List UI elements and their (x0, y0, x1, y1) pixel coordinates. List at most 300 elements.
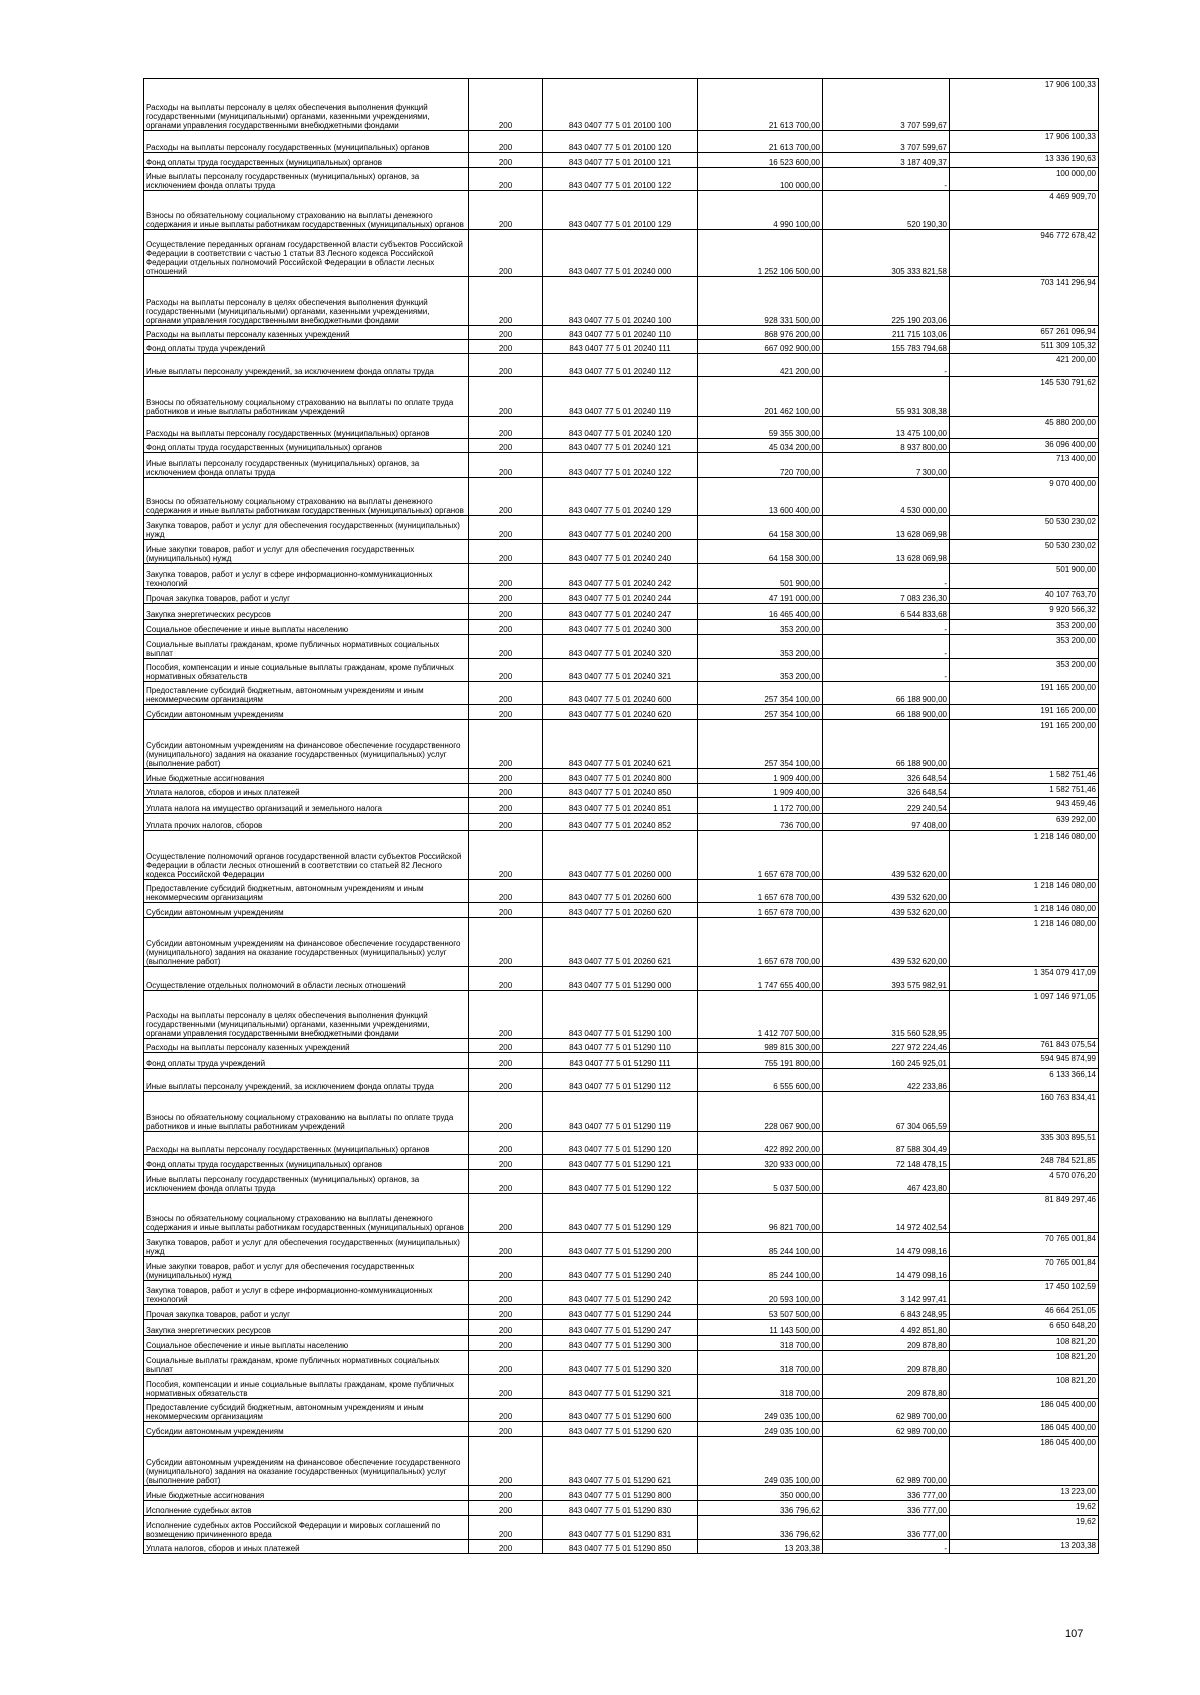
row-executed: 66 188 900,00 (823, 682, 950, 705)
row-remainder: 594 945 874,99 (950, 1053, 1099, 1069)
table-row (144, 831, 1099, 880)
row-approved: 320 933 000,00 (698, 1155, 823, 1170)
row-name: Расходы на выплаты персоналу государственных (муниципальных) органов (144, 1132, 469, 1155)
table-row (144, 1257, 1099, 1281)
row-remainder: 50 530 230,02 (950, 516, 1099, 540)
row-approved: 100 000,00 (698, 168, 823, 191)
row-code: 200 (469, 1516, 543, 1540)
row-executed: 305 333 821,58 (823, 230, 950, 277)
table-row (144, 1233, 1099, 1257)
row-kbk: 843 0407 77 5 01 20100 100 (543, 79, 698, 131)
row-remainder: 9 920 566,32 (950, 604, 1099, 620)
row-name: Прочая закупка товаров, работ и услуг (144, 589, 469, 604)
table-row (144, 918, 1099, 967)
table-row (144, 1336, 1099, 1351)
row-approved: 64 158 300,00 (698, 516, 823, 540)
table-row (144, 230, 1099, 277)
row-code: 200 (469, 1155, 543, 1170)
row-code: 200 (469, 635, 543, 659)
row-remainder: 6 650 648,20 (950, 1320, 1099, 1336)
row-kbk: 843 0407 77 5 01 51290 320 (543, 1351, 698, 1375)
row-name: Расходы на выплаты персоналу государственных (муниципальных) органов (144, 417, 469, 439)
row-code: 200 (469, 918, 543, 967)
table-row (144, 659, 1099, 682)
row-approved: 53 507 500,00 (698, 1305, 823, 1320)
row-executed: 8 937 800,00 (823, 439, 950, 453)
table-row (144, 1092, 1099, 1132)
row-remainder: 191 165 200,00 (950, 682, 1099, 705)
row-executed: - (823, 635, 950, 659)
row-approved: 353 200,00 (698, 659, 823, 682)
row-kbk: 843 0407 77 5 01 20240 110 (543, 326, 698, 340)
row-code: 200 (469, 453, 543, 478)
row-code: 200 (469, 620, 543, 635)
row-executed: 467 423,80 (823, 1170, 950, 1194)
row-kbk: 843 0407 77 5 01 51290 800 (543, 1486, 698, 1501)
row-executed: 225 190 203,06 (823, 277, 950, 326)
table-row (144, 1132, 1099, 1155)
row-name: Предоставление субсидий бюджетным, автономным учреждениям и иным некоммерческим организациям (144, 1399, 469, 1422)
row-approved: 6 555 600,00 (698, 1069, 823, 1092)
row-code: 200 (469, 79, 543, 131)
row-approved: 1 657 678 700,00 (698, 903, 823, 918)
row-name: Иные бюджетные ассигнования (144, 1486, 469, 1501)
row-remainder: 70 765 001,84 (950, 1257, 1099, 1281)
table-row (144, 564, 1099, 589)
table-row (144, 635, 1099, 659)
row-code: 200 (469, 1039, 543, 1053)
row-kbk: 843 0407 77 5 01 20240 620 (543, 705, 698, 720)
row-kbk: 843 0407 77 5 01 51290 112 (543, 1069, 698, 1092)
row-approved: 5 037 500,00 (698, 1170, 823, 1194)
row-approved: 85 244 100,00 (698, 1233, 823, 1257)
row-remainder: 70 765 001,84 (950, 1233, 1099, 1257)
row-name: Расходы на выплаты персоналу казенных учреждений (144, 1039, 469, 1053)
row-code: 200 (469, 1092, 543, 1132)
table-row (144, 798, 1099, 814)
row-remainder: 4 469 909,70 (950, 191, 1099, 230)
row-executed: 4 492 851,80 (823, 1320, 950, 1336)
row-kbk: 843 0407 77 5 01 51290 850 (543, 1540, 698, 1554)
row-approved: 353 200,00 (698, 635, 823, 659)
row-name: Иные выплаты персоналу учреждений, за исключением фонда оплаты труда (144, 1069, 469, 1092)
table-row (144, 1399, 1099, 1422)
row-approved: 336 796,62 (698, 1516, 823, 1540)
row-remainder: 108 821,20 (950, 1351, 1099, 1375)
row-executed: 14 479 098,16 (823, 1233, 950, 1257)
row-executed: 6 544 833,68 (823, 604, 950, 620)
row-kbk: 843 0407 77 5 01 51290 831 (543, 1516, 698, 1540)
table-row (144, 1194, 1099, 1233)
row-name: Взносы по обязательному социальному страхованию на выплаты денежного содержания и иные выплаты работникам государственных (муниципальных) органов (144, 478, 469, 516)
row-approved: 4 990 100,00 (698, 191, 823, 230)
row-remainder: 421 200,00 (950, 354, 1099, 377)
row-approved: 16 523 600,00 (698, 153, 823, 168)
table-row (144, 153, 1099, 168)
row-kbk: 843 0407 77 5 01 20240 122 (543, 453, 698, 478)
row-approved: 1 172 700,00 (698, 798, 823, 814)
row-code: 200 (469, 682, 543, 705)
table-row (144, 1170, 1099, 1194)
row-name: Субсидии автономным учреждениям (144, 903, 469, 918)
row-executed: - (823, 168, 950, 191)
row-executed: 3 707 599,67 (823, 79, 950, 131)
row-approved: 736 700,00 (698, 814, 823, 831)
row-approved: 257 354 100,00 (698, 720, 823, 769)
row-code: 200 (469, 340, 543, 354)
row-kbk: 843 0407 77 5 01 51290 110 (543, 1039, 698, 1053)
row-code: 200 (469, 589, 543, 604)
table-row (144, 478, 1099, 516)
row-executed: 229 240,54 (823, 798, 950, 814)
row-code: 200 (469, 168, 543, 191)
row-approved: 47 191 000,00 (698, 589, 823, 604)
row-executed: 4 530 000,00 (823, 478, 950, 516)
row-approved: 13 600 400,00 (698, 478, 823, 516)
budget-table (143, 78, 1099, 1554)
row-executed: 439 532 620,00 (823, 880, 950, 903)
row-kbk: 843 0407 77 5 01 20240 851 (543, 798, 698, 814)
table-row (144, 1155, 1099, 1170)
row-executed: - (823, 1540, 950, 1554)
table-row (144, 1501, 1099, 1516)
row-kbk: 843 0407 77 5 01 51290 600 (543, 1399, 698, 1422)
row-remainder: 45 880 200,00 (950, 417, 1099, 439)
row-name: Иные выплаты персоналу государственных (муниципальных) органов, за исключением фонда оплаты труда (144, 1170, 469, 1194)
row-executed: 6 843 248,95 (823, 1305, 950, 1320)
row-code: 200 (469, 903, 543, 918)
row-executed: - (823, 354, 950, 377)
table-row (144, 1486, 1099, 1501)
row-code: 200 (469, 377, 543, 417)
row-approved: 16 465 400,00 (698, 604, 823, 620)
row-name: Предоставление субсидий бюджетным, автономным учреждениям и иным некоммерческим организациям (144, 880, 469, 903)
row-approved: 59 355 300,00 (698, 417, 823, 439)
row-remainder: 713 400,00 (950, 453, 1099, 478)
row-kbk: 843 0407 77 5 01 20240 247 (543, 604, 698, 620)
row-remainder: 1 097 146 971,05 (950, 991, 1099, 1039)
row-name: Фонд оплаты труда учреждений (144, 1053, 469, 1069)
row-remainder: 353 200,00 (950, 620, 1099, 635)
row-kbk: 843 0407 77 5 01 20240 111 (543, 340, 698, 354)
table-row (144, 1039, 1099, 1053)
row-executed: 336 777,00 (823, 1486, 950, 1501)
table-row (144, 589, 1099, 604)
row-name: Осуществление переданных органам государственной власти субъектов Российской Федерации в соответствии с частью 1 статьи 83 Лесного кодекса Российской Федерации отдельных полномочий Российской Федерации в области лесных отношений (144, 230, 469, 277)
row-kbk: 843 0407 77 5 01 20240 600 (543, 682, 698, 705)
row-executed: - (823, 620, 950, 635)
row-code: 200 (469, 1281, 543, 1305)
row-approved: 353 200,00 (698, 620, 823, 635)
row-code: 200 (469, 659, 543, 682)
table-row (144, 540, 1099, 564)
row-remainder: 13 203,38 (950, 1540, 1099, 1554)
row-executed: 439 532 620,00 (823, 831, 950, 880)
row-approved: 755 191 800,00 (698, 1053, 823, 1069)
row-code: 200 (469, 1540, 543, 1554)
row-code: 200 (469, 880, 543, 903)
table-row (144, 1320, 1099, 1336)
row-approved: 1 909 400,00 (698, 769, 823, 784)
row-name: Социальные выплаты гражданам, кроме публичных нормативных социальных выплат (144, 1351, 469, 1375)
row-remainder: 353 200,00 (950, 659, 1099, 682)
row-approved: 1 412 707 500,00 (698, 991, 823, 1039)
row-name: Закупка энергетических ресурсов (144, 1320, 469, 1336)
row-code: 200 (469, 478, 543, 516)
row-approved: 720 700,00 (698, 453, 823, 478)
table-row (144, 604, 1099, 620)
row-kbk: 843 0407 77 5 01 20240 112 (543, 354, 698, 377)
budget-table-body (144, 79, 1099, 1554)
row-executed: 393 575 982,91 (823, 967, 950, 991)
row-name: Исполнение судебных актов Российской Федерации и мировых соглашений по возмещению причиненного вреда (144, 1516, 469, 1540)
row-approved: 318 700,00 (698, 1351, 823, 1375)
row-remainder: 191 165 200,00 (950, 705, 1099, 720)
table-row (144, 1351, 1099, 1375)
row-name: Закупка товаров, работ и услуг для обеспечения государственных (муниципальных) нужд (144, 516, 469, 540)
row-remainder: 1 582 751,46 (950, 769, 1099, 784)
table-row (144, 417, 1099, 439)
table-row (144, 720, 1099, 769)
row-name: Закупка товаров, работ и услуг для обеспечения государственных (муниципальных) нужд (144, 1233, 469, 1257)
row-code: 200 (469, 326, 543, 340)
row-kbk: 843 0407 77 5 01 51290 620 (543, 1422, 698, 1437)
row-code: 200 (469, 1501, 543, 1516)
row-code: 200 (469, 720, 543, 769)
row-code: 200 (469, 131, 543, 153)
row-code: 200 (469, 1399, 543, 1422)
row-name: Осуществление отдельных полномочий в области лесных отношений (144, 967, 469, 991)
row-remainder: 353 200,00 (950, 635, 1099, 659)
row-remainder: 1 582 751,46 (950, 784, 1099, 798)
row-code: 200 (469, 1422, 543, 1437)
table-row (144, 769, 1099, 784)
page-number: 107 (1065, 1628, 1084, 1640)
table-row (144, 1516, 1099, 1540)
row-code: 200 (469, 1305, 543, 1320)
row-code: 200 (469, 191, 543, 230)
row-approved: 21 613 700,00 (698, 131, 823, 153)
row-executed: 439 532 620,00 (823, 903, 950, 918)
row-name: Предоставление субсидий бюджетным, автономным учреждениям и иным некоммерческим организациям (144, 682, 469, 705)
row-code: 200 (469, 1194, 543, 1233)
row-approved: 85 244 100,00 (698, 1257, 823, 1281)
table-row (144, 340, 1099, 354)
row-approved: 11 143 500,00 (698, 1320, 823, 1336)
row-code: 200 (469, 540, 543, 564)
row-executed: 209 878,80 (823, 1351, 950, 1375)
row-kbk: 843 0407 77 5 01 51290 240 (543, 1257, 698, 1281)
table-row (144, 354, 1099, 377)
row-name: Социальные выплаты гражданам, кроме публичных нормативных социальных выплат (144, 635, 469, 659)
row-remainder: 50 530 230,02 (950, 540, 1099, 564)
table-row (144, 326, 1099, 340)
row-name: Иные закупки товаров, работ и услуг для обеспечения государственных (муниципальных) нужд (144, 1257, 469, 1281)
row-kbk: 843 0407 77 5 01 20100 121 (543, 153, 698, 168)
row-name: Фонд оплаты труда государственных (муниципальных) органов (144, 1155, 469, 1170)
row-approved: 45 034 200,00 (698, 439, 823, 453)
row-code: 200 (469, 1233, 543, 1257)
table-row (144, 705, 1099, 720)
row-executed: 62 989 700,00 (823, 1437, 950, 1486)
table-row (144, 903, 1099, 918)
row-kbk: 843 0407 77 5 01 51290 200 (543, 1233, 698, 1257)
row-remainder: 40 107 763,70 (950, 589, 1099, 604)
row-remainder: 100 000,00 (950, 168, 1099, 191)
row-code: 200 (469, 604, 543, 620)
row-executed: 155 783 794,68 (823, 340, 950, 354)
row-name: Расходы на выплаты персоналу в целях обеспечения выполнения функций государственными (муниципальными) органами, казенными учреждениями, органами управления государственными внебюджетными фондами (144, 991, 469, 1039)
row-name: Фонд оплаты труда учреждений (144, 340, 469, 354)
row-executed: 520 190,30 (823, 191, 950, 230)
row-name: Иные выплаты персоналу государственных (муниципальных) органов, за исключением фонда оплаты труда (144, 168, 469, 191)
row-code: 200 (469, 784, 543, 798)
row-remainder: 13 336 190,63 (950, 153, 1099, 168)
row-remainder: 657 261 096,94 (950, 326, 1099, 340)
row-approved: 1 252 106 500,00 (698, 230, 823, 277)
row-executed: 14 479 098,16 (823, 1257, 950, 1281)
row-name: Взносы по обязательному социальному страхованию на выплаты по оплате труда работников и иные выплаты работникам учреждений (144, 377, 469, 417)
row-name: Уплата налога на имущество организаций и земельного налога (144, 798, 469, 814)
row-executed: 209 878,80 (823, 1336, 950, 1351)
row-remainder: 4 570 076,20 (950, 1170, 1099, 1194)
row-name: Уплата прочих налогов, сборов (144, 814, 469, 831)
row-code: 200 (469, 354, 543, 377)
row-executed: 227 972 224,46 (823, 1039, 950, 1053)
row-remainder: 186 045 400,00 (950, 1399, 1099, 1422)
row-remainder: 108 821,20 (950, 1375, 1099, 1399)
table-row (144, 1069, 1099, 1092)
row-remainder: 81 849 297,46 (950, 1194, 1099, 1233)
table-row (144, 967, 1099, 991)
row-approved: 928 331 500,00 (698, 277, 823, 326)
row-remainder: 46 664 251,05 (950, 1305, 1099, 1320)
row-kbk: 843 0407 77 5 01 20240 244 (543, 589, 698, 604)
row-code: 200 (469, 1320, 543, 1336)
table-row (144, 1281, 1099, 1305)
row-kbk: 843 0407 77 5 01 20260 620 (543, 903, 698, 918)
row-executed: 66 188 900,00 (823, 705, 950, 720)
row-kbk: 843 0407 77 5 01 20100 120 (543, 131, 698, 153)
row-approved: 96 821 700,00 (698, 1194, 823, 1233)
row-remainder: 1 218 146 080,00 (950, 903, 1099, 918)
row-kbk: 843 0407 77 5 01 20260 600 (543, 880, 698, 903)
row-kbk: 843 0407 77 5 01 51290 121 (543, 1155, 698, 1170)
row-remainder: 248 784 521,85 (950, 1155, 1099, 1170)
row-approved: 13 203,38 (698, 1540, 823, 1554)
row-kbk: 843 0407 77 5 01 20240 321 (543, 659, 698, 682)
row-kbk: 843 0407 77 5 01 51290 122 (543, 1170, 698, 1194)
row-kbk: 843 0407 77 5 01 20260 621 (543, 918, 698, 967)
row-approved: 422 892 200,00 (698, 1132, 823, 1155)
row-name: Расходы на выплаты персоналу государственных (муниципальных) органов (144, 131, 469, 153)
row-executed: - (823, 564, 950, 589)
row-code: 200 (469, 798, 543, 814)
row-remainder: 761 843 075,54 (950, 1039, 1099, 1053)
row-approved: 249 035 100,00 (698, 1399, 823, 1422)
row-executed: 336 777,00 (823, 1516, 950, 1540)
row-name: Фонд оплаты труда государственных (муниципальных) органов (144, 153, 469, 168)
row-remainder: 191 165 200,00 (950, 720, 1099, 769)
row-kbk: 843 0407 77 5 01 20240 242 (543, 564, 698, 589)
row-code: 200 (469, 153, 543, 168)
row-kbk: 843 0407 77 5 01 51290 120 (543, 1132, 698, 1155)
row-kbk: 843 0407 77 5 01 51290 247 (543, 1320, 698, 1336)
row-code: 200 (469, 1486, 543, 1501)
table-row (144, 516, 1099, 540)
row-code: 200 (469, 831, 543, 880)
table-row (144, 880, 1099, 903)
row-code: 200 (469, 417, 543, 439)
row-remainder: 9 070 400,00 (950, 478, 1099, 516)
row-remainder: 13 223,00 (950, 1486, 1099, 1501)
row-approved: 1 657 678 700,00 (698, 918, 823, 967)
row-kbk: 843 0407 77 5 01 20100 129 (543, 191, 698, 230)
row-code: 200 (469, 564, 543, 589)
row-name: Взносы по обязательному социальному страхованию на выплаты денежного содержания и иные выплаты работникам государственных (муниципальных) органов (144, 191, 469, 230)
row-executed: 160 245 925,01 (823, 1053, 950, 1069)
row-name: Иные закупки товаров, работ и услуг для обеспечения государственных (муниципальных) нужд (144, 540, 469, 564)
row-remainder: 1 218 146 080,00 (950, 880, 1099, 903)
row-name: Закупка товаров, работ и услуг в сфере информационно-коммуникационных технологий (144, 1281, 469, 1305)
row-code: 200 (469, 439, 543, 453)
row-remainder: 17 906 100,33 (950, 79, 1099, 131)
row-approved: 318 700,00 (698, 1375, 823, 1399)
row-approved: 1 657 678 700,00 (698, 880, 823, 903)
row-remainder: 703 141 296,94 (950, 277, 1099, 326)
row-name: Взносы по обязательному социальному страхованию на выплаты по оплате труда работников и иные выплаты работникам учреждений (144, 1092, 469, 1132)
row-executed: 336 777,00 (823, 1501, 950, 1516)
row-name: Субсидии автономным учреждениям (144, 705, 469, 720)
table-row (144, 131, 1099, 153)
row-name: Закупка товаров, работ и услуг в сфере информационно-коммуникационных технологий (144, 564, 469, 589)
row-code: 200 (469, 967, 543, 991)
row-approved: 1 747 655 400,00 (698, 967, 823, 991)
row-name: Иные бюджетные ассигнования (144, 769, 469, 784)
table-row (144, 682, 1099, 705)
row-executed: 87 588 304,49 (823, 1132, 950, 1155)
row-name: Субсидии автономным учреждениям на финансовое обеспечение государственного (муниципального) задания на оказание государственных (муниципальных) услуг (выполнение работ) (144, 918, 469, 967)
row-approved: 1 657 678 700,00 (698, 831, 823, 880)
row-remainder: 36 096 400,00 (950, 439, 1099, 453)
row-executed: 326 648,54 (823, 769, 950, 784)
row-kbk: 843 0407 77 5 01 51290 830 (543, 1501, 698, 1516)
row-remainder: 6 133 366,14 (950, 1069, 1099, 1092)
row-approved: 201 462 100,00 (698, 377, 823, 417)
row-name: Взносы по обязательному социальному страхованию на выплаты денежного содержания и иные выплаты работникам государственных (муниципальных) органов (144, 1194, 469, 1233)
row-kbk: 843 0407 77 5 01 51290 100 (543, 991, 698, 1039)
row-executed: 66 188 900,00 (823, 720, 950, 769)
row-executed: 209 878,80 (823, 1375, 950, 1399)
row-approved: 64 158 300,00 (698, 540, 823, 564)
row-kbk: 843 0407 77 5 01 20240 100 (543, 277, 698, 326)
row-remainder: 511 309 105,32 (950, 340, 1099, 354)
row-code: 200 (469, 1053, 543, 1069)
table-row (144, 1375, 1099, 1399)
table-row (144, 814, 1099, 831)
row-executed: 326 648,54 (823, 784, 950, 798)
row-executed: 14 972 402,54 (823, 1194, 950, 1233)
row-approved: 1 909 400,00 (698, 784, 823, 798)
row-code: 200 (469, 991, 543, 1039)
table-row (144, 1305, 1099, 1320)
row-code: 200 (469, 1132, 543, 1155)
table-row (144, 453, 1099, 478)
row-name: Социальное обеспечение и иные выплаты населению (144, 1336, 469, 1351)
row-name: Фонд оплаты труда государственных (муниципальных) органов (144, 439, 469, 453)
row-kbk: 843 0407 77 5 01 51290 242 (543, 1281, 698, 1305)
row-name: Исполнение судебных актов (144, 1501, 469, 1516)
